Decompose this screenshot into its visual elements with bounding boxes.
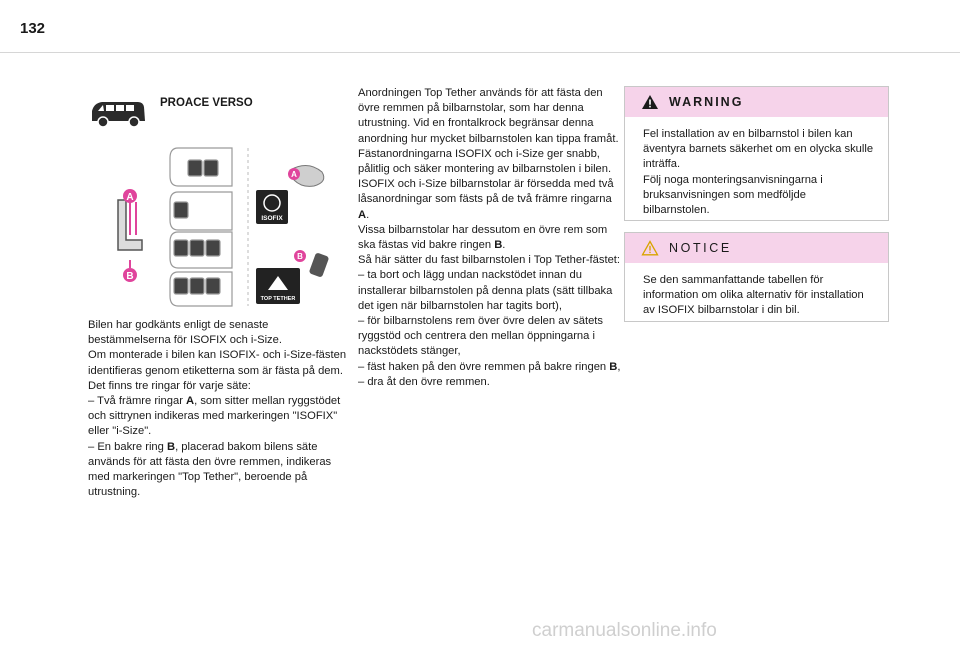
isofix-diagram: [108, 140, 353, 310]
col1-item-a: – Två främre ringar A, som sitter mellan ryggstödet och sittrynen indikeras med markeringen "ISOFIX" eller "i-Size".: [88, 395, 341, 438]
warning-paragraph-1: Fel installation av en bilbarnstol i bilen kan äventyra barnets säkerhet om en olycka skulle inträffa.: [643, 128, 874, 171]
isofix-badge: [256, 190, 288, 224]
notice-icon: [641, 240, 659, 256]
top-tether-badge: [256, 268, 300, 304]
photo-marker-b: B: [297, 252, 303, 261]
warning-icon: [641, 94, 659, 110]
col2-paragraph-4: Vissa bilbarnstolar har dessutom en övre rem som ska fästas vid bakre ringen B.: [358, 223, 608, 252]
seat-layout-row-4: [170, 272, 232, 306]
notice-paragraph-1: Se den sammanfattande tabellen för information om olika alternativ för installation av ISOFIX bilbarnstolar i din bil.: [643, 274, 864, 317]
seat-layout-row-2: [170, 192, 232, 230]
van-icon: [88, 94, 148, 130]
col2-step-3: – fäst haken på den övre remmen på bakre ringen B,: [358, 360, 621, 373]
col1-item-b: – En bakre ring B, placerad bakom bilens säte används för att fästa den övre remmen, indikeras med markeringen "Top Tether", beroende på utrustning.: [88, 440, 332, 499]
top-tether-badge-label: TOP TETHER: [260, 296, 296, 302]
vehicle-title: PROACE VERSO: [160, 97, 253, 109]
col1-paragraph-1: Bilen har godkänts enligt de senaste bestämmelserna för ISOFIX och i-Size.: [88, 319, 282, 347]
col2-paragraph-1: Anordningen Top Tether används för att fästa den övre remmen på bilbarnstolar, som har denna utrustning. Vid en frontalkrock begränsar denna anordning hur mycket bilbarnstolen kan tippa framåt.: [358, 87, 619, 145]
col2-paragraph-3: ISOFIX och i-Size bilbarnstolar är försedda med två låsanordningar som fästs på de två främre ringarna A.: [358, 178, 614, 221]
isofix-badge-label: ISOFIX: [261, 215, 283, 222]
warning-paragraph-2: Följ noga monteringsanvisningarna i bruksanvisningen som medföljde bilbarnstolen.: [643, 173, 823, 217]
header-divider: [0, 52, 960, 53]
notice-box: [624, 232, 889, 322]
col2-step-2: – för bilbarnstolens rem över övre delen av sätets ryggstöd och centrera den mellan öppningarna i nackstödets stänger,: [358, 315, 604, 358]
seat-layout-row-3: [170, 232, 232, 268]
col2-step-1: – ta bort och lägg undan nackstödet innan du installerar bilbarnstolen på denna plats (sätt tillbaka det igen när bilbarnstolen har tagits bort),: [358, 269, 613, 312]
notice-header: [625, 233, 888, 263]
warning-header: [625, 87, 888, 117]
notice-title: NOTICE: [669, 241, 732, 255]
column-2-text: [358, 86, 622, 390]
col2-paragraph-2: Fästanordningarna ISOFIX och i-Size ger snabb, pålitlig och säker montering av bilbarnstolen i bilen.: [358, 147, 612, 176]
marker-b-label: B: [126, 271, 134, 282]
col1-paragraph-3: Det finns tre ringar för varje säte:: [88, 379, 251, 392]
watermark: carmanualsonline.info: [532, 620, 717, 641]
child-seat-side-view: [118, 200, 142, 250]
warning-box: [624, 86, 889, 221]
seat-layout-row-1: [170, 148, 232, 186]
marker-a-label: A: [126, 192, 134, 203]
page-number: 132: [20, 20, 46, 37]
col2-paragraph-5: Så här sätter du fast bilbarnstolen i Top Tether-fästet:: [358, 254, 621, 267]
col2-step-4: – dra åt den övre remmen.: [358, 375, 490, 388]
column-1-text: [88, 318, 353, 500]
col1-paragraph-2: Om monterade i bilen kan ISOFIX- och i-Size-fästen identifieras genom etiketterna som är fästa på dem.: [88, 349, 347, 377]
photo-marker-a: A: [291, 170, 297, 179]
warning-title: WARNING: [669, 95, 744, 109]
